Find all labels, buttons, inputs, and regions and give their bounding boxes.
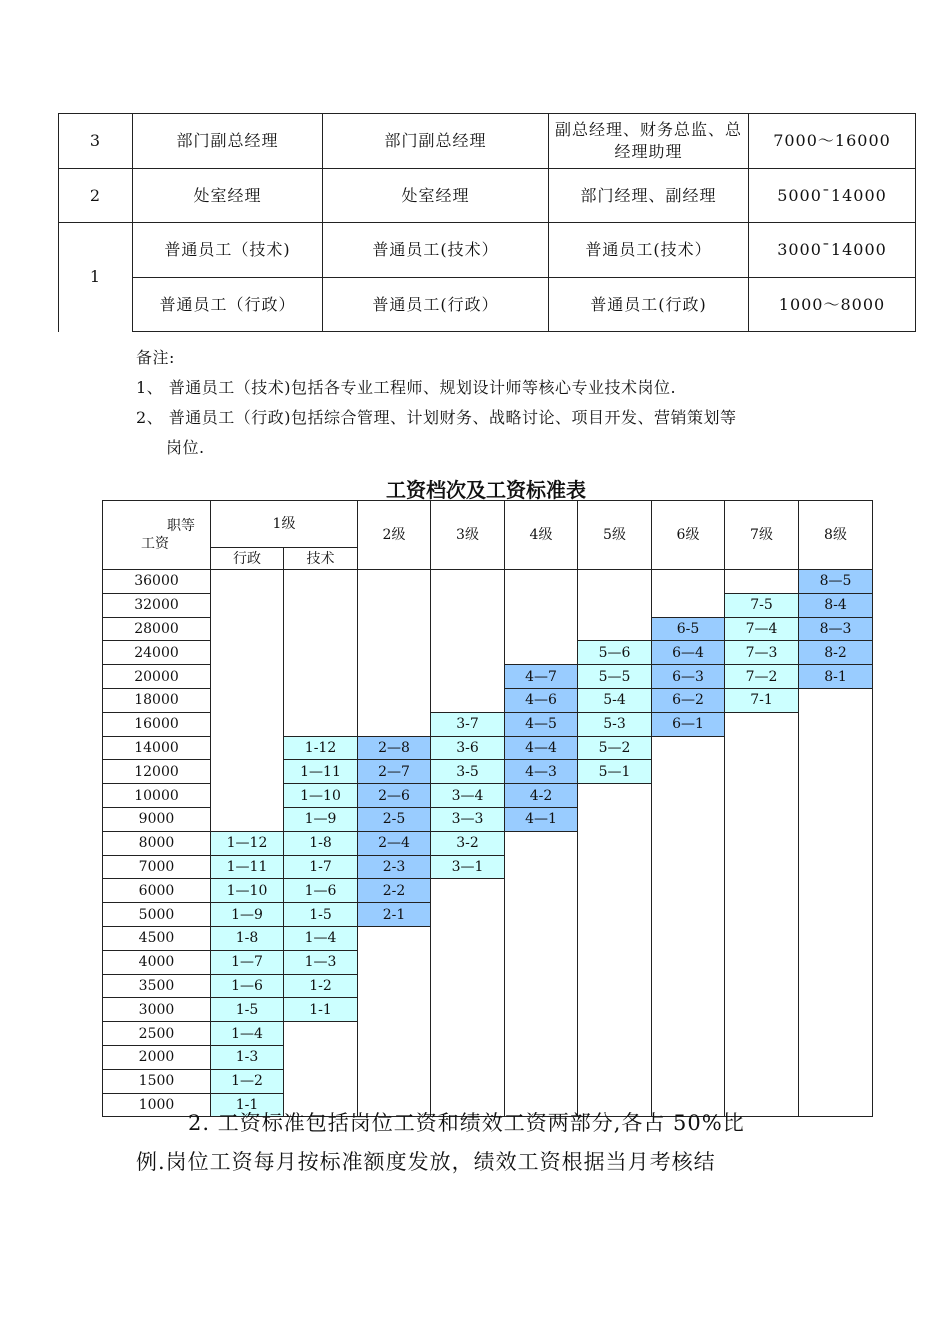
grade-cell	[578, 617, 652, 641]
grade-header: 8级	[799, 501, 873, 570]
body-paragraph	[136, 1104, 856, 1182]
table-row	[103, 570, 873, 594]
grade-cell	[211, 570, 284, 594]
grade-cell	[578, 1022, 652, 1046]
grade-cell	[799, 760, 873, 784]
wage-cell: 2000	[103, 1045, 211, 1069]
grade-cell	[505, 1022, 578, 1046]
grade-cell	[578, 926, 652, 950]
grade-cell	[799, 712, 873, 736]
grade-cell	[652, 807, 725, 831]
grade-cell	[431, 1069, 505, 1093]
wage-cell: 10000	[103, 784, 211, 808]
grade-cell: 4—7	[505, 665, 578, 689]
grade-cell	[799, 950, 873, 974]
grade-cell: 1—7	[211, 950, 284, 974]
grade-cell	[578, 570, 652, 594]
grade-cell: 2-2	[358, 879, 431, 903]
grade-cell	[211, 665, 284, 689]
grade-cell: 5-3	[578, 712, 652, 736]
grade-cell	[211, 736, 284, 760]
grade-cell	[725, 1045, 799, 1069]
grade-cell: 6—3	[652, 665, 725, 689]
grade-cell: 2—6	[358, 784, 431, 808]
wage-cell: 4000	[103, 950, 211, 974]
grade-cell	[358, 1022, 431, 1046]
grade-cell	[284, 641, 358, 665]
grade-cell	[358, 998, 431, 1022]
grade-cell: 1—6	[211, 974, 284, 998]
grade-cell	[431, 570, 505, 594]
wage-cell: 20000	[103, 665, 211, 689]
table-row	[103, 1069, 873, 1093]
grade-cell: 5—5	[578, 665, 652, 689]
table-row	[103, 879, 873, 903]
grade-cell: 3—1	[431, 855, 505, 879]
subgrade-header: 行政	[211, 548, 284, 570]
grade-cell	[358, 617, 431, 641]
grade-cell	[652, 998, 725, 1022]
grade-header: 1级	[211, 501, 358, 548]
grade-cell: 2-1	[358, 903, 431, 927]
grade-cell	[358, 593, 431, 617]
wage-cell: 16000	[103, 712, 211, 736]
grade-cell: 1—3	[284, 950, 358, 974]
grade-cell	[505, 1069, 578, 1093]
grade-cell	[725, 736, 799, 760]
grade-cell	[578, 784, 652, 808]
grade-cell	[799, 1045, 873, 1069]
wage-cell: 32000	[103, 593, 211, 617]
grade-cell	[799, 1022, 873, 1046]
salary-range-cell: 1000～8000	[749, 278, 916, 332]
position-cell: 普通员工(技术）	[323, 223, 549, 278]
table-row	[59, 114, 916, 169]
table-row	[103, 974, 873, 998]
wage-table-title: 工资档次及工资标准表	[386, 478, 586, 502]
grade-cell	[358, 641, 431, 665]
grade-cell	[652, 760, 725, 784]
grade-cell: 1—11	[284, 760, 358, 784]
grade-cell	[725, 1022, 799, 1046]
grade-cell	[725, 950, 799, 974]
grade-cell	[799, 998, 873, 1022]
grade-cell	[505, 641, 578, 665]
wage-cell: 1000	[103, 1093, 211, 1117]
grade-cell	[358, 570, 431, 594]
grade-cell	[505, 998, 578, 1022]
wage-cell: 36000	[103, 570, 211, 594]
grade-cell: 1—4	[211, 1022, 284, 1046]
salary-range-cell: 3000¯14000	[749, 223, 916, 278]
position-table	[58, 113, 915, 331]
corner-header	[103, 501, 211, 570]
grade-cell	[358, 1045, 431, 1069]
grade-cell	[211, 712, 284, 736]
grade-cell: 1—10	[211, 879, 284, 903]
header-row	[103, 501, 873, 548]
wage-cell: 14000	[103, 736, 211, 760]
grade-cell	[505, 950, 578, 974]
table-row	[103, 712, 873, 736]
grade-cell: 7—2	[725, 665, 799, 689]
grade-cell	[578, 593, 652, 617]
grade-cell	[578, 974, 652, 998]
grade-cell	[725, 974, 799, 998]
grade-cell: 4—6	[505, 688, 578, 712]
grade-cell: 8—3	[799, 617, 873, 641]
corner-bottom: 工资	[141, 536, 169, 552]
grade-cell	[652, 570, 725, 594]
wage-cell: 7000	[103, 855, 211, 879]
grade-cell	[799, 879, 873, 903]
grade-cell	[505, 926, 578, 950]
body-line: 例.岗位工资每月按标准额度发放，绩效工资根据当月考核结	[136, 1150, 716, 1174]
grade-cell	[725, 570, 799, 594]
grade-cell: 5—2	[578, 736, 652, 760]
grade-cell: 2-5	[358, 807, 431, 831]
grade-cell	[725, 760, 799, 784]
grade-cell	[652, 1069, 725, 1093]
grade-cell	[725, 784, 799, 808]
grade-cell: 1—4	[284, 926, 358, 950]
grade-cell: 1—9	[211, 903, 284, 927]
grade-cell	[431, 903, 505, 927]
grade-cell	[431, 1045, 505, 1069]
wage-cell: 24000	[103, 641, 211, 665]
grade-cell	[211, 784, 284, 808]
grade-cell	[431, 998, 505, 1022]
grade-cell	[799, 688, 873, 712]
grade-cell	[578, 903, 652, 927]
wage-cell: 3000	[103, 998, 211, 1022]
grade-cell	[284, 688, 358, 712]
grade-cell	[799, 1069, 873, 1093]
table-row	[59, 278, 916, 332]
grade-header: 6级	[652, 501, 725, 570]
grade-cell	[652, 736, 725, 760]
grade-cell	[505, 593, 578, 617]
subgrade-header: 技术	[284, 548, 358, 570]
grade-cell: 7-5	[725, 593, 799, 617]
grade-header: 5级	[578, 501, 652, 570]
table-row	[103, 831, 873, 855]
table-row	[103, 1045, 873, 1069]
table-row	[103, 736, 873, 760]
grade-cell: 4-2	[505, 784, 578, 808]
notes	[136, 343, 737, 463]
wage-cell: 28000	[103, 617, 211, 641]
grade-header: 7级	[725, 501, 799, 570]
grade-cell: 3-7	[431, 712, 505, 736]
grade-cell	[799, 903, 873, 927]
grade-cell: 3-6	[431, 736, 505, 760]
grade-cell: 8-1	[799, 665, 873, 689]
table-row	[103, 617, 873, 641]
grade-cell	[799, 855, 873, 879]
table-row	[103, 855, 873, 879]
grade-header: 2级	[358, 501, 431, 570]
position-cell: 普通员工(行政）	[323, 278, 549, 332]
grade-cell	[578, 1045, 652, 1069]
grade-cell: 7-1	[725, 688, 799, 712]
grade-cell	[652, 784, 725, 808]
wage-grade-table	[102, 500, 872, 1113]
wage-cell: 8000	[103, 831, 211, 855]
grade-cell	[211, 760, 284, 784]
grade-cell	[505, 570, 578, 594]
grade-cell	[431, 926, 505, 950]
grade-cell: 6—1	[652, 712, 725, 736]
grade-cell	[358, 688, 431, 712]
grade-cell	[799, 736, 873, 760]
grade-cell	[431, 688, 505, 712]
grade-cell	[284, 1069, 358, 1093]
grade-cell: 6-5	[652, 617, 725, 641]
grade-cell	[799, 926, 873, 950]
grade-cell	[578, 831, 652, 855]
grade-cell	[652, 974, 725, 998]
grade-cell	[431, 665, 505, 689]
grade-cell	[211, 641, 284, 665]
grade-cell	[284, 617, 358, 641]
grade-cell: 1-7	[284, 855, 358, 879]
grade-cell	[211, 593, 284, 617]
grade-cell	[578, 998, 652, 1022]
grade-cell	[799, 974, 873, 998]
grade-cell	[652, 1045, 725, 1069]
grade-cell: 1—2	[211, 1069, 284, 1093]
grade-cell: 1-1	[284, 998, 358, 1022]
grade-cell: 1-5	[211, 998, 284, 1022]
position-cell: 部门副总经理	[323, 114, 549, 169]
grade-cell	[211, 688, 284, 712]
grade-cell: 1—9	[284, 807, 358, 831]
note-item: 2、 普通员工（行政)包括综合管理、计划财务、战略讨论、项目开发、营销策划等	[136, 408, 737, 427]
wage-cell: 5000	[103, 903, 211, 927]
table-row	[103, 593, 873, 617]
grade-cell: 4—4	[505, 736, 578, 760]
grade-cell	[652, 903, 725, 927]
table-row	[103, 665, 873, 689]
grade-cell	[725, 998, 799, 1022]
grade-cell: 5-4	[578, 688, 652, 712]
grade-cell	[358, 665, 431, 689]
grade-cell: 8—5	[799, 570, 873, 594]
grade-cell	[431, 593, 505, 617]
grade-cell: 1-8	[284, 831, 358, 855]
corner-top: 职等	[167, 518, 195, 534]
grade-cell	[652, 879, 725, 903]
grade-cell	[284, 712, 358, 736]
grade-cell: 8-4	[799, 593, 873, 617]
grade-cell: 3-2	[431, 831, 505, 855]
wage-cell: 3500	[103, 974, 211, 998]
grade-cell	[725, 712, 799, 736]
position-cell: 普通员工（技术)	[133, 223, 323, 278]
rank-cell: 1	[59, 223, 133, 332]
position-cell: 部门副总经理	[133, 114, 323, 169]
table-row	[59, 223, 916, 278]
table-row	[103, 760, 873, 784]
table-row	[103, 807, 873, 831]
grade-cell: 3-5	[431, 760, 505, 784]
grade-cell	[578, 879, 652, 903]
grade-cell	[578, 855, 652, 879]
grade-cell	[431, 641, 505, 665]
grade-cell: 7—4	[725, 617, 799, 641]
grade-cell	[358, 712, 431, 736]
table-row	[103, 903, 873, 927]
position-cell: 普通员工(技术）	[549, 223, 749, 278]
wage-cell: 9000	[103, 807, 211, 831]
grade-cell	[284, 570, 358, 594]
grade-cell: 4—1	[505, 807, 578, 831]
grade-cell	[652, 950, 725, 974]
grade-cell	[431, 879, 505, 903]
wage-cell: 4500	[103, 926, 211, 950]
grade-cell	[652, 1022, 725, 1046]
grade-cell: 2—7	[358, 760, 431, 784]
grade-cell	[578, 950, 652, 974]
position-cell: 处室经理	[133, 169, 323, 223]
rank-cell: 2	[59, 169, 133, 223]
grade-cell	[505, 974, 578, 998]
grade-cell	[284, 1022, 358, 1046]
wage-cell: 2500	[103, 1022, 211, 1046]
grade-cell: 2-3	[358, 855, 431, 879]
table-row	[103, 784, 873, 808]
grade-cell	[578, 1069, 652, 1093]
grade-cell	[358, 974, 431, 998]
grade-cell: 5—1	[578, 760, 652, 784]
grade-cell	[431, 974, 505, 998]
grade-cell: 1-2	[284, 974, 358, 998]
grade-header: 3级	[431, 501, 505, 570]
salary-range-cell: 7000～16000	[749, 114, 916, 169]
grade-cell: 1—12	[211, 831, 284, 855]
grade-cell: 6—2	[652, 688, 725, 712]
grade-cell: 1—10	[284, 784, 358, 808]
grade-cell	[211, 617, 284, 641]
grade-cell	[725, 903, 799, 927]
grade-cell	[652, 855, 725, 879]
grade-cell	[578, 807, 652, 831]
rank-cell: 3	[59, 114, 133, 169]
grade-cell	[284, 593, 358, 617]
grade-header: 4级	[505, 501, 578, 570]
wage-cell: 12000	[103, 760, 211, 784]
grade-cell: 1-3	[211, 1045, 284, 1069]
grade-cell	[505, 879, 578, 903]
table-row	[103, 998, 873, 1022]
wage-cell: 1500	[103, 1069, 211, 1093]
grade-cell	[358, 950, 431, 974]
table-row	[103, 641, 873, 665]
grade-cell: 1-12	[284, 736, 358, 760]
position-cell: 部门经理、副经理	[549, 169, 749, 223]
wage-cell: 6000	[103, 879, 211, 903]
grade-cell	[725, 879, 799, 903]
grade-cell	[652, 831, 725, 855]
grade-cell	[725, 926, 799, 950]
grade-cell: 2—4	[358, 831, 431, 855]
table-row	[59, 169, 916, 223]
note-item-continuation: 岗位.	[166, 438, 205, 457]
grade-cell: 1—6	[284, 879, 358, 903]
grade-cell	[505, 617, 578, 641]
grade-cell: 8-2	[799, 641, 873, 665]
grade-cell: 4—3	[505, 760, 578, 784]
grade-cell	[358, 1069, 431, 1093]
grade-cell	[505, 903, 578, 927]
table-row	[103, 950, 873, 974]
grade-cell	[505, 1045, 578, 1069]
grade-cell	[505, 855, 578, 879]
grade-cell	[431, 950, 505, 974]
grade-cell: 2—8	[358, 736, 431, 760]
grade-cell	[358, 926, 431, 950]
grade-cell: 4—5	[505, 712, 578, 736]
wage-cell: 18000	[103, 688, 211, 712]
grade-cell: 1-5	[284, 903, 358, 927]
grade-cell	[799, 807, 873, 831]
grade-cell	[284, 1045, 358, 1069]
salary-range-cell: 5000¯14000	[749, 169, 916, 223]
grade-cell	[431, 1022, 505, 1046]
grade-cell: 5—6	[578, 641, 652, 665]
grade-cell: 1-1	[211, 1093, 284, 1117]
grade-cell	[505, 831, 578, 855]
grade-cell	[284, 665, 358, 689]
grade-cell	[211, 807, 284, 831]
grade-cell	[652, 593, 725, 617]
grade-cell	[725, 831, 799, 855]
table-row	[103, 1022, 873, 1046]
position-cell: 普通员工（行政）	[133, 278, 323, 332]
grade-cell	[725, 1069, 799, 1093]
grade-cell	[431, 617, 505, 641]
grade-cell: 3—3	[431, 807, 505, 831]
grade-cell: 1—11	[211, 855, 284, 879]
note-item: 1、 普通员工（技术)包括各专业工程师、规划设计师等核心专业技术岗位.	[136, 378, 677, 397]
table-row	[103, 926, 873, 950]
grade-cell: 1-8	[211, 926, 284, 950]
position-cell: 处室经理	[323, 169, 549, 223]
grade-cell: 7—3	[725, 641, 799, 665]
grade-cell	[799, 831, 873, 855]
notes-heading: 备注:	[136, 348, 175, 367]
grade-cell	[725, 855, 799, 879]
body-line: 2. 工资标准包括岗位工资和绩效工资两部分,各占 50%比	[188, 1111, 745, 1135]
grade-cell	[725, 807, 799, 831]
position-cell: 普通员工(行政)	[549, 278, 749, 332]
table-row	[103, 688, 873, 712]
grade-cell	[652, 926, 725, 950]
grade-cell: 3—4	[431, 784, 505, 808]
position-cell: 副总经理、财务总监、总经理助理	[549, 114, 749, 169]
grade-cell	[799, 784, 873, 808]
grade-cell: 6—4	[652, 641, 725, 665]
